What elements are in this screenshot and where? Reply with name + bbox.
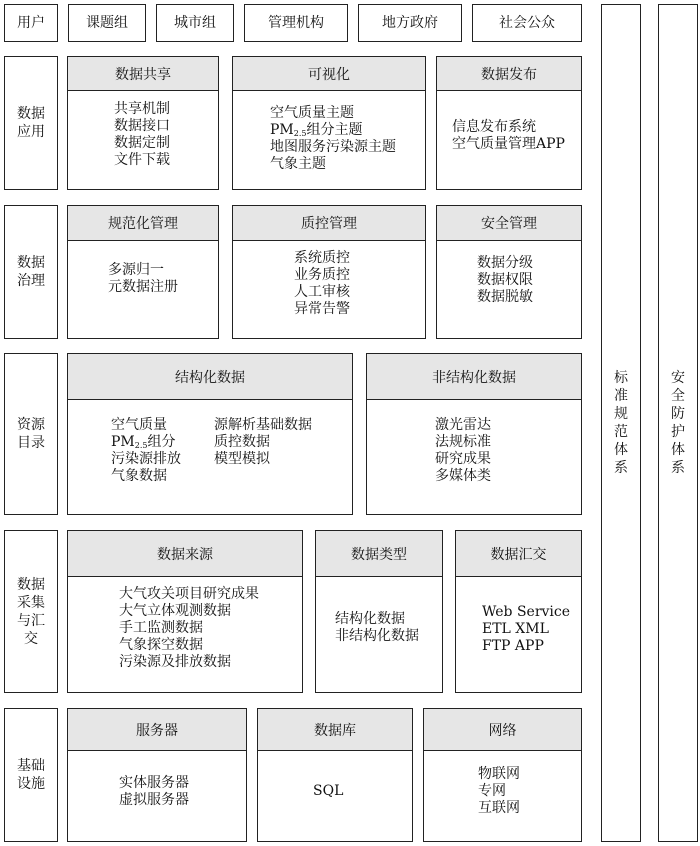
module-title: 非结构化数据 xyxy=(367,354,581,400)
module-line: 手工监测数据 xyxy=(119,620,203,636)
module-title: 服务器 xyxy=(68,709,246,751)
module-line: 污染源及排放数据 xyxy=(119,654,231,670)
module-line: 互联网 xyxy=(478,800,520,816)
module-servers xyxy=(67,708,247,842)
module-database xyxy=(257,708,413,842)
user-group-local-government: 地方政府 xyxy=(358,4,462,42)
module-line: 多媒体类 xyxy=(435,468,491,484)
module-line: 污染源排放 xyxy=(111,451,181,467)
module-line: 激光雷达 xyxy=(435,417,491,433)
module-line: 地图服务污染源主题 xyxy=(270,139,396,155)
user-group-management-agency: 管理机构 xyxy=(244,4,348,42)
security-char: 系 xyxy=(671,460,685,476)
module-title: 质控管理 xyxy=(233,206,425,241)
module-line: 数据脱敏 xyxy=(477,289,533,305)
module-line: 大气攻关项目研究成果 xyxy=(119,586,259,602)
module-line: ETL XML xyxy=(482,621,549,637)
layer-label-line: 基础 xyxy=(17,758,45,774)
module-structured-data xyxy=(67,353,353,515)
user-group-research-team: 课题组 xyxy=(68,4,146,42)
module-normalization-management xyxy=(67,205,219,339)
layer-label-line: 数据 xyxy=(17,255,45,271)
module-line: 非结构化数据 xyxy=(335,628,419,644)
module-security-management xyxy=(436,205,582,339)
module-line: 系统质控 xyxy=(294,250,350,266)
module-title: 规范化管理 xyxy=(68,206,218,241)
module-line: 法规标准 xyxy=(435,434,491,450)
module-title: 可视化 xyxy=(233,57,425,91)
standards-char: 标 xyxy=(614,370,628,386)
layer-label-line: 数据 xyxy=(17,576,45,593)
module-line: FTP APP xyxy=(482,638,544,654)
standards-char: 范 xyxy=(614,424,628,440)
layer-label-line: 治理 xyxy=(17,273,45,289)
module-data-sharing xyxy=(67,56,219,190)
security-char: 体 xyxy=(671,442,685,458)
layer-label-data-governance xyxy=(4,205,58,339)
module-title: 安全管理 xyxy=(437,206,581,241)
module-line: 业务质控 xyxy=(294,267,350,283)
security-char: 防 xyxy=(671,406,685,422)
module-line: 气象数据 xyxy=(111,468,167,484)
layer-label-data-collection xyxy=(4,530,58,693)
layer-label-line: 资源 xyxy=(17,417,45,433)
security-char: 护 xyxy=(671,424,685,440)
module-line: 源解析基础数据 xyxy=(214,417,312,433)
module-line: 研究成果 xyxy=(435,451,491,467)
module-title: 数据来源 xyxy=(68,531,302,577)
pm-prefix: PM xyxy=(111,434,135,450)
module-network xyxy=(423,708,582,842)
module-line: 空气质量主题 xyxy=(270,105,354,121)
module-line: 质控数据 xyxy=(214,434,270,450)
layer-label-line: 交 xyxy=(24,630,38,647)
user-label: 用户 xyxy=(4,4,58,42)
pm-suffix: 组分主题 xyxy=(306,122,363,138)
module-unstructured-data xyxy=(366,353,582,515)
security-char: 全 xyxy=(671,388,685,404)
module-line: SQL xyxy=(313,783,344,799)
module-data-exchange xyxy=(455,530,582,693)
standards-char: 准 xyxy=(614,388,628,404)
module-data-sources xyxy=(67,530,303,693)
pm-prefix: PM xyxy=(270,122,294,138)
module-line: 物联网 xyxy=(478,766,520,782)
module-line: 多源归一 xyxy=(108,262,164,278)
user-group-public: 社会公众 xyxy=(472,4,582,42)
pm-subscript: 2.5 xyxy=(293,129,307,138)
module-line: 文件下载 xyxy=(114,152,170,168)
module-line: 专网 xyxy=(478,783,506,799)
module-line: 大气立体观测数据 xyxy=(119,603,231,619)
module-line: 数据分级 xyxy=(477,255,533,271)
pm-subscript: 2.5 xyxy=(134,441,148,450)
module-title: 结构化数据 xyxy=(68,354,352,400)
module-title: 数据共享 xyxy=(68,57,218,91)
module-data-types xyxy=(315,530,443,693)
module-line: 空气质量管理APP xyxy=(452,136,565,152)
module-line: 元数据注册 xyxy=(108,279,178,295)
module-line: 实体服务器 xyxy=(119,775,189,791)
layer-label-line: 目录 xyxy=(17,435,45,451)
module-title: 数据发布 xyxy=(437,57,581,91)
module-title: 数据库 xyxy=(258,709,412,751)
layer-label-data-application xyxy=(4,56,58,190)
layer-label-line: 采集 xyxy=(17,594,45,611)
standards-char: 系 xyxy=(614,460,628,476)
module-title: 网络 xyxy=(424,709,581,751)
layer-label-resource-catalog xyxy=(4,353,58,515)
layer-label-line: 应用 xyxy=(17,124,45,140)
module-line: 模型模拟 xyxy=(214,451,270,467)
layer-label-infrastructure xyxy=(4,708,58,842)
module-line: 信息发布系统 xyxy=(452,119,536,135)
module-line: 气象主题 xyxy=(270,156,326,172)
module-line-pm25 xyxy=(111,434,181,451)
module-line: 数据权限 xyxy=(477,272,533,288)
module-line: 异常告警 xyxy=(294,301,350,317)
module-title: 数据汇交 xyxy=(456,531,581,577)
module-line: 空气质量 xyxy=(111,417,167,433)
standards-char: 规 xyxy=(614,406,628,422)
module-visualization xyxy=(232,56,426,190)
module-line: 数据定制 xyxy=(114,135,170,151)
layer-label-line: 设施 xyxy=(17,776,45,792)
security-protection-column xyxy=(658,4,698,842)
pm-suffix: 组分 xyxy=(147,434,176,450)
security-char: 安 xyxy=(671,370,685,386)
user-group-city-team: 城市组 xyxy=(156,4,234,42)
module-line: 共享机制 xyxy=(114,101,170,117)
module-line: 结构化数据 xyxy=(335,611,405,627)
module-title: 数据类型 xyxy=(316,531,442,577)
module-quality-control xyxy=(232,205,426,339)
module-line: 人工审核 xyxy=(294,284,350,300)
layer-label-line: 与汇 xyxy=(17,612,45,629)
module-line: Web Service xyxy=(482,604,571,620)
standards-system-column xyxy=(601,4,641,842)
module-line: 虚拟服务器 xyxy=(119,792,189,808)
module-line: 数据接口 xyxy=(114,118,170,134)
module-line: 气象探空数据 xyxy=(119,637,203,653)
standards-char: 体 xyxy=(614,442,628,458)
layer-label-line: 数据 xyxy=(17,106,45,122)
module-line-pm25 xyxy=(270,122,396,139)
module-data-publishing xyxy=(436,56,582,190)
